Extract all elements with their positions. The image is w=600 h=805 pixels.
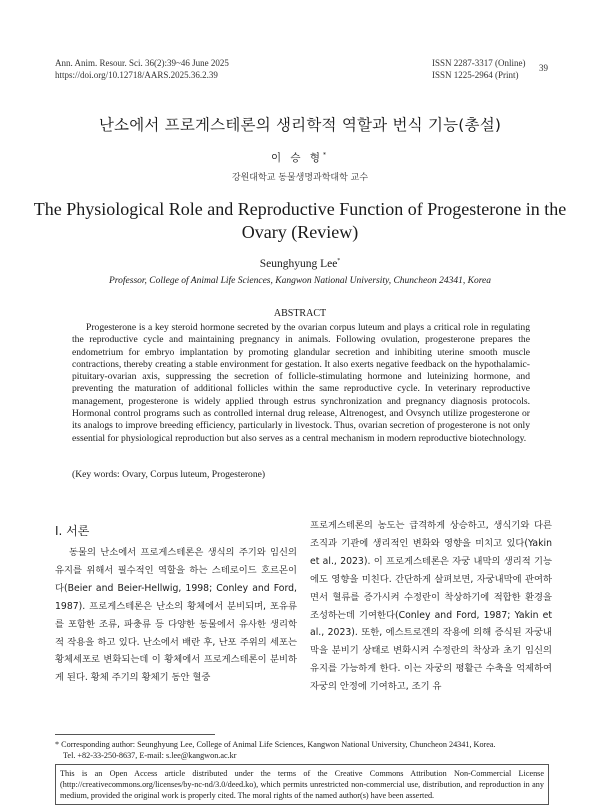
page-number: 39 — [539, 63, 548, 73]
abstract-text: Progesterone is a key steroid hormone secreted by the ovarian corpus luteum and plays a critical role in regulating the reproductive cycle and maintaining pregnancy in animals. Following ovulation, progesterone prepares the endometrium for embryo implantation by promoting glandular secretion and inhibiting uterine smooth muscle contractions, thereby creating a stable environment for gestation. It also exerts negative feedback on the hypothalamic-pituitary-ovarian axis, suppressing the secretion of follicle-stimulating hormone and luteinizing hormone, and preventing the maturation of additional follicles within the same reproductive cycle. In veterinary reproductive management, progesterone is widely applied through estrus synchronization and pregnancy diagnosis protocols. Hormonal control programs such as controlled internal drug release, Altrenogest, and Ovsynch utilize progesterone or its analogs to improve breeding efficiency, particularly in livestock. Thus, ovarian secretion of progesterone is not only essential for physiological reproduction but also serves as a central mechanism in modern reproductive biotechnology. — [72, 322, 530, 444]
korean-title: 난소에서 프로게스테론의 생리학적 역할과 번식 기능(총설) — [98, 116, 502, 134]
korean-affiliation: 강원대학교 동물생명과학대학 교수 — [231, 173, 369, 183]
english-title-line1: The Physiological Role and Reproductive Function of Progesterone in the — [33, 199, 567, 219]
english-affiliation: Professor, College of Animal Life Sciences, Kangwon National University, Chuncheon 24341, Korea — [109, 276, 491, 286]
footnote-line2: Tel. +82-33-250-8637, E-mail: s.lee@kangwon.ac.kr — [63, 751, 237, 760]
footnote-line1: * Corresponding author: Seunghyung Lee, College of Animal Life Sciences, Kangwon National University, Chuncheon 24341, Korea. — [55, 740, 496, 749]
body-column-left: 동물의 난소에서 프로게스테론은 생식의 주기와 임신의 유지를 위해서 필수적인 역할을 하는 스테로이드 호르몬이다(Beier and Beier-Hellwig, 1998; Conley and Ford, 1987). 프로게스테론은 난소의 황체에서 분비되며, 포유류를 포함한 조류, 파충류 등 다양한 동물에서 유사한 생리학적 작용을 하고 있다. 난소에서 배란 후, 난포 주위의 세포는 황체세포로 변화되는데 이 황체에서 프로게스테론이 분비하게 된다. 황체 주기의 황체기 동안 혈중 — [55, 547, 297, 684]
issn-print: ISSN 1225-2964 (Print) — [432, 69, 519, 80]
author-asterisk: * — [337, 258, 341, 265]
doi-link[interactable]: https://doi.org/10.12718/AARS.2025.36.2.39 — [55, 69, 218, 80]
issn-online: ISSN 2287-3317 (Online) — [432, 58, 526, 68]
license-box: This is an Open Access article distributed under the terms of the Creative Commons Attribution Non-Commercial License (http://creativecommons.org/licenses/by-nc-nd/3.0/deed.ko), which permits unrestricted non-commercial use, distribution, and reproduction in any medium, provided the original work is properly cited. The moral rights of the named author(s) have been asserted. — [55, 764, 549, 805]
footnote-divider — [55, 734, 215, 735]
abstract-heading: ABSTRACT — [273, 308, 327, 319]
korean-author-name: 이 승 형 — [270, 152, 324, 164]
journal-info: Ann. Anim. Resour. Sci. 36(2):39~46 June 2025 — [55, 58, 229, 68]
body-column-right: 프로게스테론의 농도는 급격하게 상승하고, 생식기와 다른 조직과 기관에 생리적인 변화와 영향을 미치고 있다(Yakin et al., 2023). 이 프로게스테론은 자궁 내막의 생리적 기능에도 영향을 미친다. 간단하게 살펴보면, 자궁내막에 관여하면서 혈류를 증가시켜 수정란이 착상하기에 적합한 환경을 조성하는데 기여한다(Conley and Ford, 1987; Yakin et al., 2023). 또한, 에스트로겐의 작용에 의해 증식된 자궁내막을 분비기 상태로 변화시켜 수정란의 착상과 초기 임신의 유지를 가능하게 한다. 이는 자궁의 평활근 수축을 억제하여 자궁의 안정에 기여하고, 조기 유 — [310, 520, 552, 693]
english-author-name: Seunghyung Lee — [259, 258, 338, 270]
journal-citation — [55, 58, 229, 81]
english-author — [0, 258, 600, 270]
corresponding-author-footnote — [55, 739, 547, 761]
author-asterisk: * — [323, 151, 330, 159]
issn-block — [432, 58, 526, 81]
korean-author — [0, 150, 600, 165]
keywords: (Key words: Ovary, Corpus luteum, Progesterone) — [72, 469, 266, 480]
english-title — [0, 198, 600, 244]
section-heading-introduction: Ⅰ. 서론 — [55, 524, 90, 538]
english-title-line2: Ovary (Review) — [241, 222, 359, 242]
